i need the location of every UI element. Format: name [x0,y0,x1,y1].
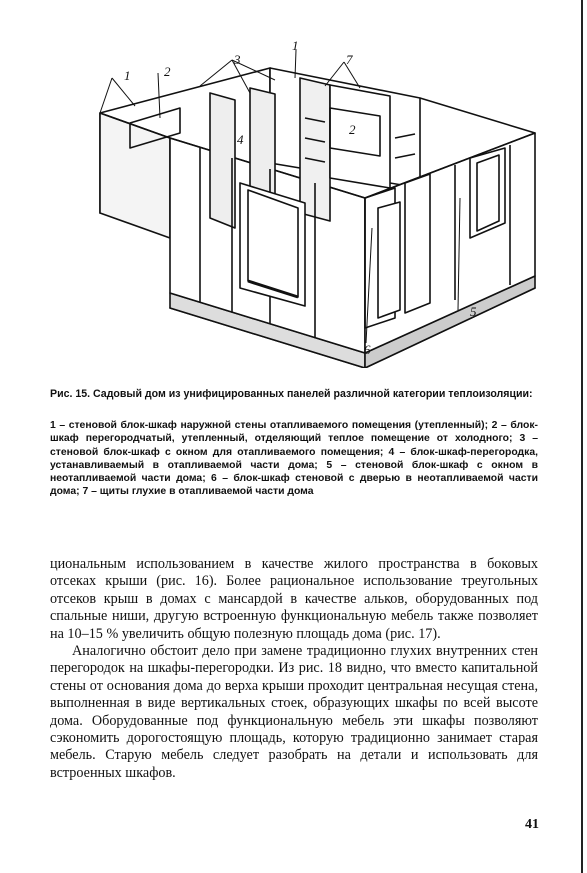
figure-label: 2 [164,64,171,79]
page-number: 41 [525,817,539,832]
figure-label: 4 [237,132,244,147]
figure-label: 7 [346,52,353,67]
figure-label: 6 [364,342,371,357]
paragraph: циональным использованием в качестве жилого пространства в боковых отсеках крыши (рис. 16). Более рациональное использование треугольных отсеков крыш в домах с мансардой в качестве альков, оборудованных под спальные ниши, другую встроенную функциональную мебель также позволяет на 10–15 % увеличить общую полезную площадь дома (рис. 17). [50,556,538,642]
page-edge-line [581,0,583,873]
paragraph: Аналогично обстоит дело при замене традиционно глухих внутренних стен перегородок на шкафы-перегородки. Из рис. 18 видно, что вместо капитальной стены от основания дома до верха крыши проходит центральная несущая стена, выполненная в виде вертикальных стоек, образующих шкафы по всей высоте дома. Оборудованные под функциональную мебель эти шкафы позволяют сэкономить дорогостоящую площадь, которую традиционно занимает старая мебель. Старую мебель следует разобрать на детали и использовать для встроенных шкафов. [50,643,538,781]
body-text [50,556,538,782]
figure-label: 3 [234,52,241,67]
figure-label: 1 [124,68,131,83]
house-illustration [60,38,540,368]
figure-legend: 1 – стеновой блок-шкаф наружной стены отапливаемого помещения (утепленный); 2 – блок-шкаф перегородчатый, утепленный, отделяющий теплое помещение от холодного; 3 – стеновой блок-шкаф с окном для отапливаемого помещения; 4 – блок-шкаф-перегородка, устанавливаемый в отапливаемой части дома; 5 – стеновой блок-шкаф с окном в неотапливаемой части дома; 6 – блок-шкаф стеновой с дверью в неотапливаемой части дома; 7 – щиты глухие в отапливаемой части дома [50,420,538,498]
figure-label: 2 [349,122,356,137]
house-drawing [60,38,540,368]
figure-label: 5 [470,304,477,319]
figure-caption: Рис. 15. Садовый дом из унифицированных панелей различной категории теплоизоляции: [50,388,533,400]
figure-label: 1 [292,38,299,53]
